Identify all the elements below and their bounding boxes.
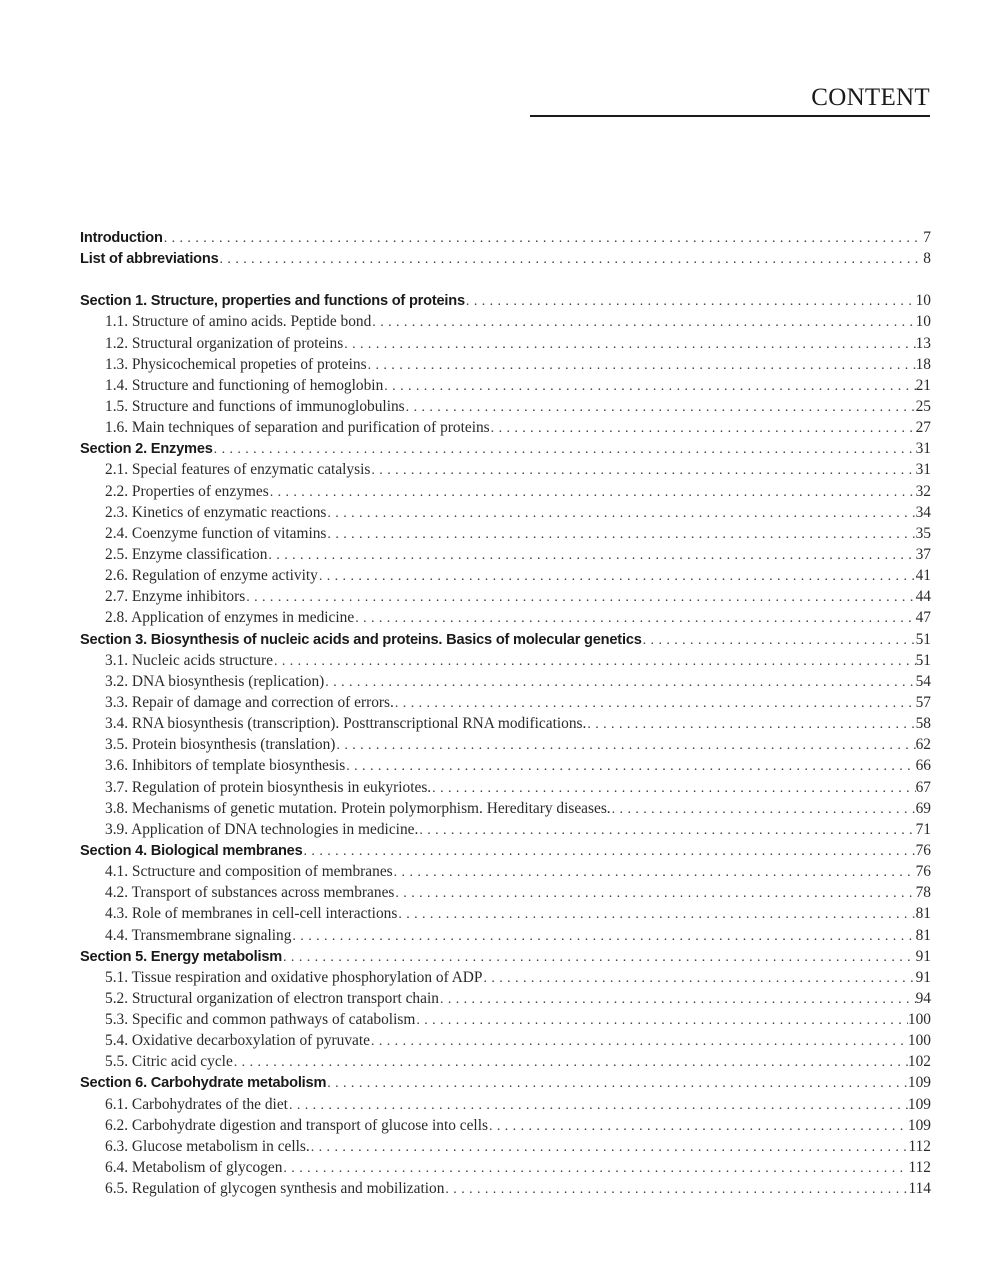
toc-entry-page-number: 71 (915, 820, 931, 838)
toc-entry-page-number: 31 (915, 461, 931, 479)
toc-entry-label: 5.3. Specific and common pathways of catabolism (105, 1011, 416, 1029)
toc-entry-page-number: 7 (923, 229, 931, 246)
toc-entry-label: 2.4. Coenzyme function of vitamins (105, 524, 327, 542)
toc-subsection-entry[interactable] (80, 586, 931, 607)
toc-subsection-entry[interactable] (80, 734, 931, 755)
toc-section-entry[interactable] (80, 840, 931, 861)
toc-entry-page-number: 81 (915, 926, 931, 944)
dot-leader (283, 1158, 908, 1178)
toc-entry-page-number: 100 (907, 1032, 931, 1050)
toc-entry-label: 5.4. Oxidative decarboxylation of pyruvate (105, 1032, 370, 1050)
toc-subsection-entry[interactable] (80, 882, 931, 903)
toc-subsection-entry[interactable] (80, 544, 931, 565)
dot-leader (327, 503, 915, 523)
toc-subsection-entry[interactable] (80, 671, 931, 692)
dot-leader (398, 904, 915, 924)
title-underline-divider (530, 115, 930, 117)
toc-subsection-entry[interactable] (80, 903, 931, 924)
toc-subsection-entry[interactable] (80, 375, 931, 396)
toc-entry-label: 3.7. Regulation of protein biosynthesis in eukyriotes. (105, 778, 432, 796)
dot-leader (395, 693, 916, 713)
toc-entry-page-number: 112 (908, 1159, 931, 1177)
toc-entry-page-number: 10 (915, 313, 931, 331)
toc-entry-label: 6.5. Regulation of glycogen synthesis and mobilization (105, 1180, 445, 1198)
toc-subsection-entry[interactable] (80, 650, 931, 671)
toc-subsection-entry[interactable] (80, 988, 931, 1009)
toc-entry-label: 6.2. Carbohydrate digestion and transport of glucose into cells (105, 1116, 488, 1134)
toc-subsection-entry[interactable] (80, 396, 931, 417)
toc-entry-label: List of abbreviations (80, 251, 219, 268)
toc-entry-label: 1.4. Structure and functioning of hemoglobin (105, 376, 384, 394)
dot-leader (274, 651, 916, 671)
toc-subsection-entry[interactable] (80, 607, 931, 628)
dot-leader (384, 376, 915, 396)
toc-entry-label: 3.6. Inhibitors of template biosynthesis (105, 757, 346, 775)
toc-entry-page-number: 100 (907, 1011, 931, 1029)
toc-entry-page-number: 102 (907, 1053, 931, 1071)
toc-entry-label: 6.1. Carbohydrates of the diet (105, 1095, 288, 1113)
toc-subsection-entry[interactable] (80, 459, 931, 480)
dot-leader (445, 1179, 908, 1199)
dot-leader (587, 714, 915, 734)
toc-entry-label: 2.2. Properties of enzymes (105, 482, 269, 500)
toc-subsection-entry[interactable] (80, 713, 931, 734)
toc-entry-page-number: 76 (915, 863, 931, 881)
table-of-contents (80, 227, 931, 1199)
toc-entry-label: 4.2. Transport of substances across membranes (105, 884, 395, 902)
dot-leader (289, 1095, 908, 1115)
toc-entry-page-number: 76 (915, 841, 931, 859)
dot-leader (489, 1116, 908, 1136)
toc-subsection-entry[interactable] (80, 798, 931, 819)
toc-entry-label: 3.5. Protein biosynthesis (translation) (105, 736, 336, 754)
toc-entry-page-number: 94 (915, 989, 931, 1007)
toc-entry-page-number: 81 (915, 905, 931, 923)
toc-entry-page-number: 51 (915, 651, 931, 669)
dot-leader (327, 524, 915, 544)
toc-subsection-entry[interactable] (80, 502, 931, 523)
toc-entry-label: 1.5. Structure and functions of immunoglobulins (105, 397, 405, 415)
toc-entry-page-number: 91 (915, 947, 931, 965)
dot-leader (268, 545, 915, 565)
toc-entry-label: 3.9. Application of DNA technologies in medicine. (105, 820, 419, 838)
toc-subsection-entry[interactable] (80, 925, 931, 946)
toc-subsection-entry[interactable] (80, 311, 931, 332)
toc-entry-label: 3.1. Nucleic acids structure (105, 651, 273, 669)
toc-entry-page-number: 47 (915, 609, 931, 627)
toc-entry-page-number: 25 (915, 397, 931, 415)
toc-subsection-entry[interactable] (80, 1157, 931, 1178)
dot-leader (371, 460, 915, 480)
toc-entry-label: 2.3. Kinetics of enzymatic reactions (105, 503, 327, 521)
toc-entry-page-number: 51 (915, 630, 931, 648)
toc-entry-page-number: 54 (915, 672, 931, 690)
toc-entry-label: 2.5. Enzyme classification (105, 545, 268, 563)
toc-entry-label: 3.2. DNA biosynthesis (replication) (105, 672, 325, 690)
toc-subsection-entry[interactable] (80, 1051, 931, 1072)
toc-subsection-entry[interactable] (80, 967, 931, 988)
toc-subsection-entry[interactable] (80, 354, 931, 375)
toc-subsection-entry[interactable] (80, 1178, 931, 1199)
toc-entry-label: 5.2. Structural organization of electron transport chain (105, 989, 439, 1007)
toc-entry-label: Section 2. Enzymes (80, 441, 213, 458)
toc-entry-page-number: 27 (915, 419, 931, 437)
dot-leader (234, 1052, 908, 1072)
dot-leader (395, 883, 915, 903)
dot-leader (336, 735, 915, 755)
toc-entry-page-number: 91 (915, 968, 931, 986)
dot-leader (270, 482, 916, 502)
toc-entry-label: 6.4. Metabolism of glycogen (105, 1159, 283, 1177)
toc-entry-page-number: 69 (915, 799, 931, 817)
toc-entry-label: 2.7. Enzyme inhibitors (105, 588, 246, 606)
dot-leader (368, 355, 916, 375)
dot-leader (292, 926, 915, 946)
toc-entry-page-number: 35 (915, 524, 931, 542)
toc-subsection-entry[interactable] (80, 481, 931, 502)
dot-leader (246, 587, 915, 607)
dot-leader (325, 672, 915, 692)
toc-section-entry[interactable] (80, 227, 931, 248)
toc-subsection-entry[interactable] (80, 819, 931, 840)
dot-leader (643, 630, 916, 650)
dot-leader (371, 1031, 908, 1051)
toc-entry-label: Section 4. Biological membranes (80, 842, 303, 859)
toc-entry-page-number: 114 (908, 1180, 931, 1198)
dot-leader (491, 418, 916, 438)
toc-subsection-entry[interactable] (80, 692, 931, 713)
toc-entry-label: 3.4. RNA biosynthesis (transcription). Posttranscriptional RNA modifications. (105, 715, 587, 733)
toc-subsection-entry[interactable] (80, 1115, 931, 1136)
toc-subsection-entry[interactable] (80, 333, 931, 354)
toc-entry-page-number: 57 (915, 693, 931, 711)
toc-subsection-entry[interactable] (80, 777, 931, 798)
toc-entry-page-number: 109 (907, 1095, 931, 1113)
toc-section-entry[interactable] (80, 438, 931, 459)
toc-entry-page-number: 37 (915, 545, 931, 563)
dot-leader (304, 841, 916, 861)
toc-entry-page-number: 21 (915, 376, 931, 394)
toc-entry-label: 4.1. Sctructure and composition of membranes (105, 863, 393, 881)
toc-entry-label: 2.1. Special features of enzymatic catalysis (105, 461, 371, 479)
dot-leader (406, 397, 916, 417)
dot-leader (440, 989, 916, 1009)
toc-entry-page-number: 10 (915, 292, 931, 310)
toc-entry-page-number: 44 (915, 588, 931, 606)
toc-subsection-entry[interactable] (80, 755, 931, 776)
page-header (530, 84, 930, 117)
toc-entry-page-number: 41 (915, 567, 931, 585)
dot-leader (283, 947, 916, 967)
toc-entry-label: Section 3. Biosynthesis of nucleic acids and proteins. Basics of molecular genetics (80, 631, 642, 648)
toc-subsection-entry[interactable] (80, 1030, 931, 1051)
toc-entry-page-number: 34 (915, 503, 931, 521)
toc-subsection-entry[interactable] (80, 1009, 931, 1030)
toc-entry-label: 4.4. Transmembrane signaling (105, 926, 292, 944)
toc-entry-label: 6.3. Glucose metabolism in cells. (105, 1137, 310, 1155)
page-title: CONTENT (811, 84, 930, 111)
toc-entry-page-number: 112 (908, 1137, 931, 1155)
dot-leader (466, 291, 916, 311)
toc-subsection-entry[interactable] (80, 861, 931, 882)
dot-leader (214, 439, 916, 459)
toc-entry-label: Section 1. Structure, properties and functions of proteins (80, 293, 465, 310)
toc-subsection-entry[interactable] (80, 1136, 931, 1157)
dot-leader (344, 334, 915, 354)
toc-entry-label: 3.3. Repair of damage and correction of errors. (105, 693, 394, 711)
toc-entry-page-number: 78 (915, 884, 931, 902)
toc-subsection-entry[interactable] (80, 417, 931, 438)
dot-leader (419, 820, 915, 840)
toc-entry-page-number: 66 (915, 757, 931, 775)
toc-entry-page-number: 109 (907, 1116, 931, 1134)
toc-section-entry[interactable] (80, 248, 931, 269)
toc-entry-label: 1.1. Structure of amino acids. Peptide bond (105, 313, 372, 331)
toc-entry-page-number: 58 (915, 715, 931, 733)
toc-subsection-entry[interactable] (80, 1094, 931, 1115)
dot-leader (355, 608, 915, 628)
toc-entry-label: Section 6. Carbohydrate metabolism (80, 1075, 327, 1092)
toc-entry-label: 3.8. Mechanisms of genetic mutation. Protein polymorphism. Hereditary diseases. (105, 799, 611, 817)
dot-leader (319, 566, 916, 586)
dot-leader (327, 1073, 908, 1093)
toc-entry-label: 2.8. Application of enzymes in medicine (105, 609, 355, 627)
dot-leader (432, 778, 915, 798)
toc-entry-label: 4.3. Role of membranes in cell-cell interactions (105, 905, 398, 923)
toc-entry-label: 5.5. Citric acid cycle (105, 1053, 233, 1071)
dot-leader (220, 249, 924, 269)
toc-entry-page-number: 67 (915, 778, 931, 796)
dot-leader (164, 228, 924, 248)
toc-entry-label: Section 5. Energy metabolism (80, 948, 283, 965)
toc-entry-page-number: 32 (915, 482, 931, 500)
toc-entry-label: 1.6. Main techniques of separation and purification of proteins (105, 419, 490, 437)
toc-entry-page-number: 31 (915, 440, 931, 458)
toc-subsection-entry[interactable] (80, 523, 931, 544)
dot-leader (416, 1010, 908, 1030)
toc-entry-page-number: 8 (923, 250, 931, 268)
dot-leader (372, 312, 915, 332)
toc-entry-label: 2.6. Regulation of enzyme activity (105, 567, 318, 585)
toc-entry-label: Introduction (80, 230, 163, 246)
toc-entry-page-number: 13 (915, 334, 931, 352)
toc-section-entry[interactable] (80, 1072, 931, 1093)
toc-section-entry[interactable] (80, 629, 931, 650)
dot-leader (612, 799, 916, 819)
toc-entry-page-number: 62 (915, 736, 931, 754)
dot-leader (483, 968, 915, 988)
toc-entry-label: 1.3. Physicochemical propeties of proteins (105, 355, 367, 373)
dot-leader (311, 1137, 909, 1157)
toc-entry-label: 1.2. Structural organization of proteins (105, 334, 344, 352)
dot-leader (346, 756, 915, 776)
toc-subsection-entry[interactable] (80, 565, 931, 586)
toc-section-entry[interactable] (80, 946, 931, 967)
toc-entry-page-number: 18 (915, 355, 931, 373)
toc-entry-label: 5.1. Tissue respiration and oxidative phosphorylation of ADP (105, 968, 483, 986)
dot-leader (394, 862, 916, 882)
toc-entry-page-number: 109 (907, 1074, 931, 1092)
toc-section-entry[interactable] (80, 290, 931, 311)
